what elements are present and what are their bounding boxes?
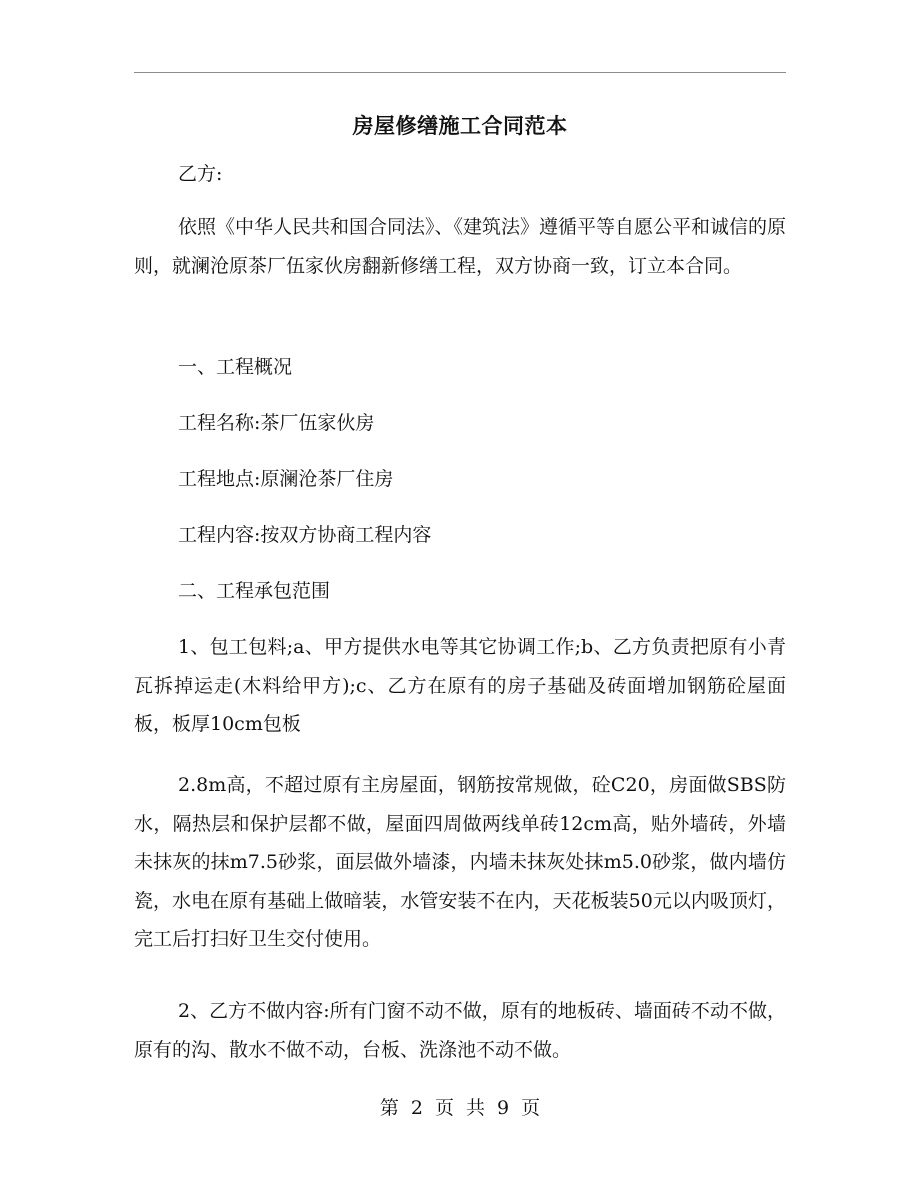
paragraph-preamble: 依照《中华人民共和国合同法》、《建筑法》遵循平等自愿公平和诚信的原则，就澜沧原茶厂伍家伙房翻新修缮工程，双方协商一致，订立本合同。 bbox=[134, 216, 787, 277]
paragraph-project-name: 工程名称:茶厂伍家伙房 bbox=[178, 412, 375, 434]
paragraph-party-b: 乙方: bbox=[178, 163, 223, 185]
paragraph-project-location: 工程地点:原澜沧茶厂住房 bbox=[178, 468, 394, 490]
section-heading-overview: 一、工程概况 bbox=[178, 356, 293, 378]
document-title: 房屋修缮施工合同范本 bbox=[352, 113, 568, 138]
page-number: 第 2 页 共 9 页 bbox=[379, 1097, 541, 1119]
header-rule bbox=[134, 72, 786, 73]
paragraph-project-content: 工程内容:按双方协商工程内容 bbox=[178, 524, 432, 546]
paragraph-scope-item-1: 1、包工包料;a、甲方提供水电等其它协调工作;b、乙方负责把原有小青瓦拆掉运走(木料给甲方);c、乙方在原有的房子基础及砖面增加钢筋砼屋面板，板厚10cm包板 bbox=[134, 636, 786, 735]
paragraph-scope-specs: 2.8m高，不超过原有主房屋面，钢筋按常规做，砼C20，房面做SBS防水，隔热层和保护层都不做，屋面四周做两线单砖12cm高，贴外墙砖，外墙未抹灰的抹m7.5砂浆，面层做外墙漆，内墙未抹灰处抹m5.0砂浆，做内墙仿瓷，水电在原有基础上做暗装，水管安装不在内，天花板装50元以内吸顶灯，完工后打扫好卫生交付使用。 bbox=[134, 774, 786, 950]
paragraph-scope-item-2: 2、乙方不做内容:所有门窗不动不做，原有的地板砖、墙面砖不动不做，原有的沟、散水不做不动，台板、洗涤池不动不做。 bbox=[134, 1000, 786, 1061]
section-heading-scope: 二、工程承包范围 bbox=[178, 580, 331, 602]
